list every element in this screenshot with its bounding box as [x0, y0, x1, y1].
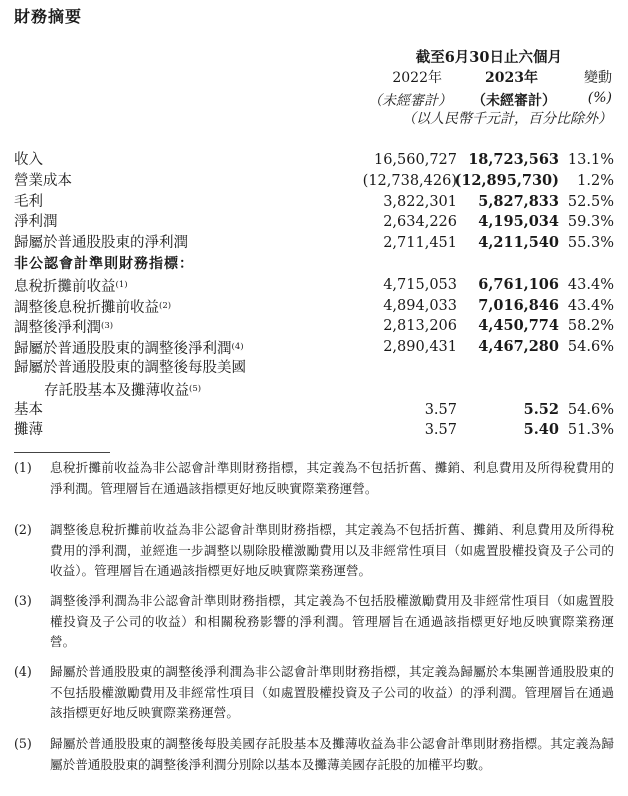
row-label: 調整後息稅折攤前收益$^{(2)}$	[14, 299, 172, 316]
change-value: 1.2%	[577, 172, 614, 189]
change-value: 52.5%	[567, 193, 614, 210]
footnote-text: 歸屬於普通股股東的調整後淨利潤為非公認會計準則財務指標，其定義為歸屬於本集團普通股股東的不包括股權激勵費用及非經常性項目（如處置股權投資及子公司的收益）的淨利潤。管理層旨在通過該指標更好地反映實際業務運營。	[50, 664, 614, 720]
value-2022: 4,715,053	[383, 276, 457, 293]
footnote-number: (2)	[14, 522, 32, 537]
table-row	[14, 192, 614, 213]
section-heading: 非公認會計準則財務指標：	[14, 255, 194, 272]
row-label: 基本	[14, 401, 43, 418]
table-row	[14, 316, 614, 337]
value-2023: 4,467,280	[478, 338, 559, 356]
value-2022: 3.57	[424, 422, 457, 439]
footnote-text: 息稅折攤前收益為非公認會計準則財務指標，其定義為不包括折舊、攤銷、利息費用及所得稅費用的淨利潤。管理層旨在通過該指標更好地反映實際業務運營。	[50, 460, 614, 496]
table-row	[14, 337, 614, 358]
table-row	[14, 275, 614, 296]
footnote-text: 歸屬於普通股股東的調整後每股美國存託股基本及攤薄收益為非公認會計準則財務指標。其定義為歸屬於普通股股東的調整後淨利潤分別除以基本及攤薄美國存託股的加權平均數。	[50, 736, 614, 772]
change-value: 59.3%	[567, 214, 614, 231]
table-row	[14, 150, 614, 171]
footnote-ref: (2)	[159, 300, 172, 311]
row-label: 收入	[14, 152, 43, 168]
year-2023-header: 2023年	[485, 70, 538, 86]
change-value: 51.3%	[567, 422, 614, 439]
footnote-ref: (3)	[101, 321, 114, 332]
value-2022: 2,813,206	[383, 318, 457, 335]
row-label: 調整後淨利潤$^{(3)}$	[14, 320, 114, 337]
change-value: 43.4%	[567, 297, 614, 314]
value-2023: (12,895,730)	[454, 171, 559, 189]
change-value: 58.2%	[567, 318, 614, 335]
row-label: 存託股基本及攤薄收益$^{(5)}$	[44, 382, 202, 399]
value-2023: 18,723,563	[468, 151, 559, 168]
table-row	[14, 420, 614, 441]
footnote-ref: (4)	[231, 342, 244, 353]
value-2023: 6,761,106	[478, 275, 559, 293]
value-2022: 2,711,451	[383, 235, 457, 252]
change-value: 43.4%	[567, 276, 614, 293]
table-row	[14, 358, 614, 379]
table-row	[14, 171, 614, 192]
value-2022: 3.57	[424, 401, 457, 418]
row-label: 營業成本	[14, 172, 72, 189]
value-2023: 4,450,774	[478, 317, 559, 335]
value-2022: 3,822,301	[383, 193, 457, 210]
value-2023: 5,827,833	[478, 192, 559, 210]
footnote-ref: (1)	[115, 279, 128, 290]
row-label: 毛利	[14, 193, 43, 210]
footnote-number: (5)	[14, 736, 32, 751]
row-label: 淨利潤	[14, 214, 58, 231]
footnote-number: (3)	[14, 593, 32, 608]
footnote-divider	[14, 452, 110, 453]
value-2022: 2,890,431	[383, 339, 457, 356]
value-2023: 4,195,034	[478, 213, 559, 231]
row-label: 歸屬於普通股股東的調整後淨利潤$^{(4)}$	[14, 341, 244, 358]
footnote-number: (1)	[14, 460, 32, 475]
row-label: 歸屬於普通股股東的淨利潤	[14, 235, 188, 252]
table-row	[14, 296, 614, 317]
table-row	[14, 379, 614, 400]
section-heading-row	[14, 254, 614, 275]
table-row	[14, 212, 614, 233]
footnote-text: 調整後淨利潤為非公認會計準則財務指標，其定義為不包括股權激勵費用及非經常性項目（如處置股權投資及子公司的收益）和相關稅務影響的淨利潤。管理層旨在通過該指標更好地反映實際業務運營。	[50, 593, 614, 649]
period-header: 截至6月30日止六個月	[415, 49, 562, 66]
audit-2022-label: （未經審計）	[368, 93, 452, 109]
change-value: 54.6%	[567, 339, 614, 356]
value-2022: 16,560,727	[373, 152, 457, 168]
change-header: 變動	[584, 70, 612, 86]
row-label: 歸屬於普通股股東的調整後每股美國	[14, 359, 246, 376]
value-2022: 2,634,226	[383, 214, 457, 231]
footnote-number: (4)	[14, 664, 32, 679]
change-value: 54.6%	[567, 401, 614, 418]
value-2022: 4,894,033	[383, 297, 457, 314]
footnote-text: 調整後息稅折攤前收益為非公認會計準則財務指標，其定義為不包括折舊、攤銷、利息費用及所得稅費用的淨利潤，並經進一步調整以剔除股權激勵費用以及非經常性項目（如處置股權投資及子公司的收益）。管理層旨在通過該指標更好地反映實際業務運營。	[50, 522, 614, 578]
percent-label: (%)	[587, 90, 612, 106]
footnote-ref: (5)	[189, 383, 202, 394]
row-label: 攤薄	[14, 422, 43, 439]
value-2023: 5.52	[523, 400, 559, 418]
value-2023: 7,016,846	[478, 296, 559, 314]
year-2022-header: 2022年	[392, 70, 442, 86]
value-2022: (12,738,426)	[362, 172, 457, 189]
change-value: 13.1%	[567, 152, 614, 168]
value-2023: 5.40	[523, 421, 559, 439]
audit-2023-label: （未經審計）	[472, 93, 556, 109]
financial-summary-table	[14, 150, 614, 441]
change-value: 55.3%	[567, 235, 614, 252]
value-2023: 4,211,540	[478, 234, 559, 252]
table-row	[14, 400, 614, 421]
row-label: 息稅折攤前收益$^{(1)}$	[14, 278, 128, 295]
page-title: 財務摘要	[14, 7, 83, 26]
unit-note: （以人民幣千元計，百分比除外）	[402, 111, 612, 127]
table-row	[14, 233, 614, 254]
